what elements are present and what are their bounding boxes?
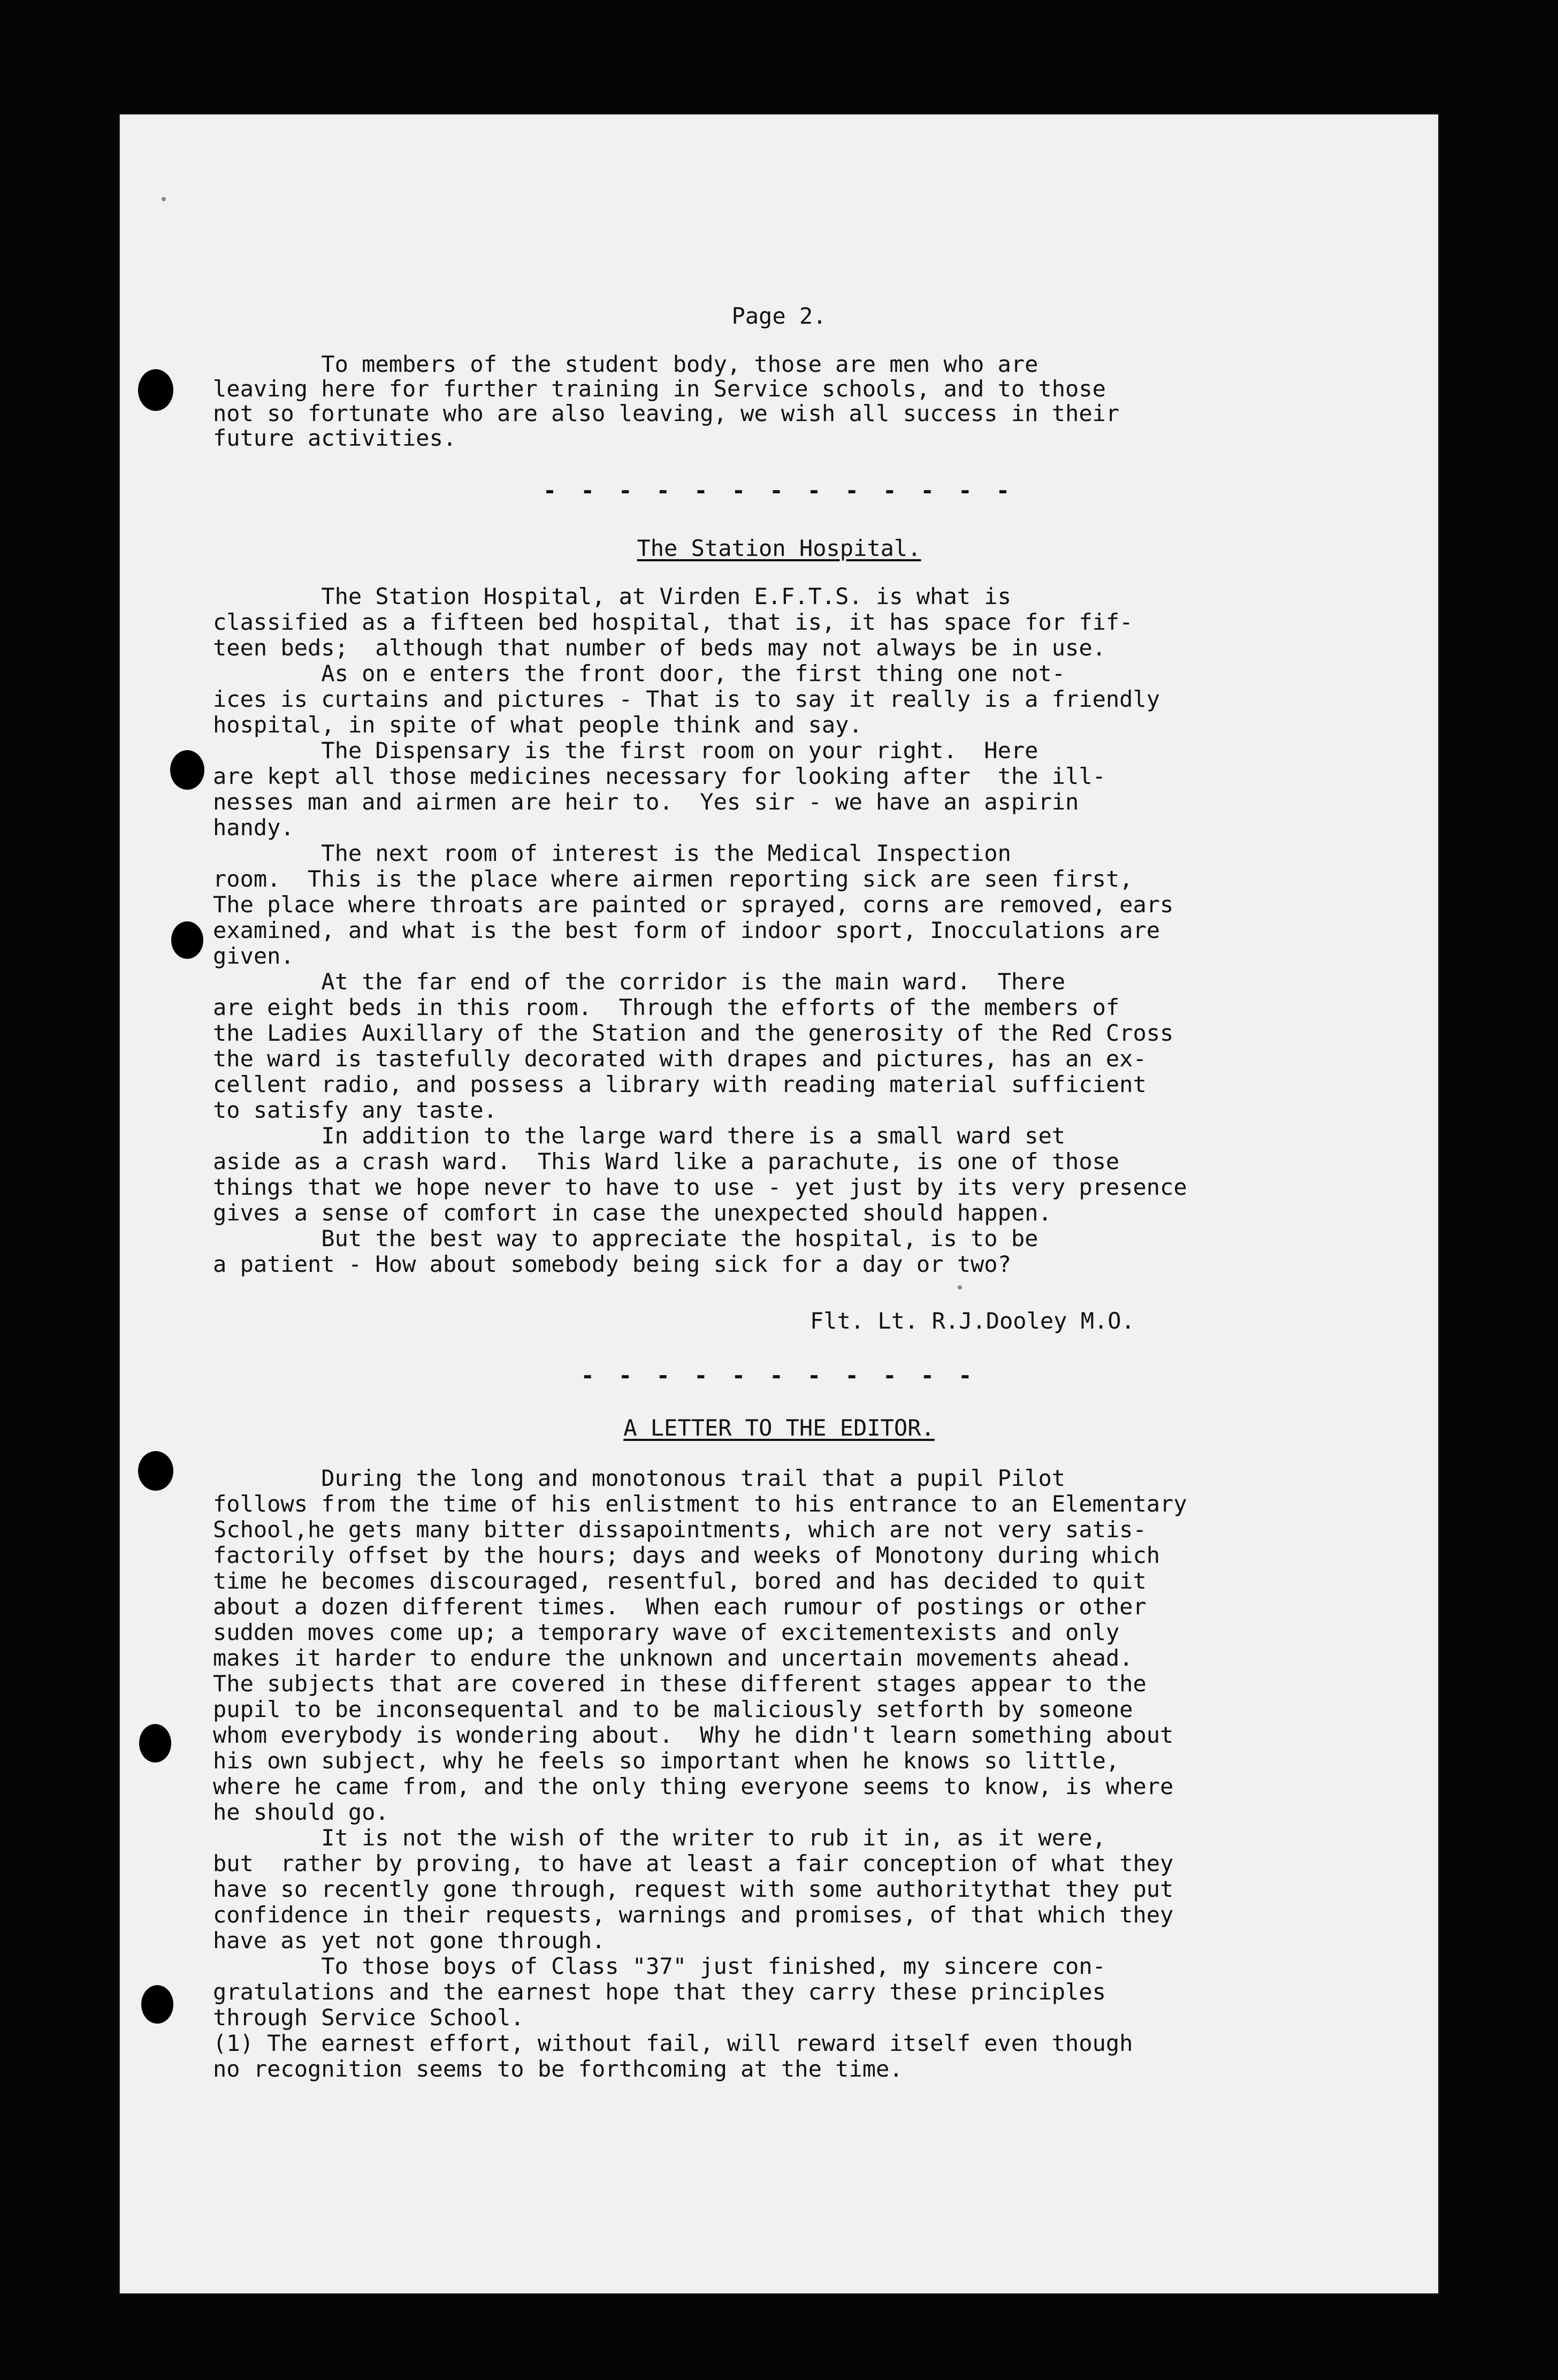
letter-line: about a dozen different times. When each rumour of postings or other (213, 1593, 1147, 1620)
hospital-line: The Dispensary is the first room on your right. Here (213, 737, 1038, 764)
letter-line: whom everybody is wondering about. Why he didn't learn something about (213, 1722, 1174, 1748)
hospital-line: At the far end of the corridor is the main ward. There (213, 968, 1066, 995)
letter-line: have as yet not gone through. (213, 1927, 606, 1954)
letter-line: gratulations and the earnest hope that they carry these principles (213, 1979, 1106, 2005)
letter-line: his own subject, why he feels so important when he knows so little, (213, 1748, 1120, 1774)
letter-line: (1) The earnest effort, without fail, will reward itself even though (213, 2030, 1133, 2056)
hospital-line: The Station Hospital, at Virden E.F.T.S. is what is (213, 583, 1011, 609)
hospital-line: cellent radio, and possess a library with reading material sufficient (213, 1071, 1147, 1097)
hospital-line: As on e enters the front door, the first thing one not- (213, 660, 1066, 686)
hospital-line: ices is curtains and pictures - That is to say it really is a friendly (213, 686, 1160, 712)
intro-line: To members of the student body, those are men who are (213, 351, 1038, 377)
hospital-line: aside as a crash ward. This Ward like a parachute, is one of those (213, 1148, 1120, 1174)
letter-line: It is not the wish of the writer to rub it in, as it were, (213, 1825, 1106, 1851)
hospital-line: classified as a fifteen bed hospital, that is, it has space for fif- (213, 609, 1133, 635)
hospital-line: the ward is tastefully decorated with drapes and pictures, has an ex- (213, 1046, 1147, 1072)
letter-line: follows from the time of his enlistment to his entrance to an Elementary (213, 1491, 1187, 1517)
signature: Flt. Lt. R.J.Dooley M.O. (810, 1308, 1135, 1334)
letter-line: pupil to be inconsequental and to be maliciously setforth by someone (213, 1696, 1133, 1722)
letter-line: where he came from, and the only thing everyone seems to know, is where (213, 1773, 1174, 1799)
hospital-line: given. (213, 943, 294, 969)
hospital-line: handy. (213, 814, 294, 841)
hospital-line: examined, and what is the best form of indoor sport, Inocculations are (213, 917, 1160, 943)
letter-line: through Service School. (213, 2004, 524, 2031)
section-title-hospital: The Station Hospital. (637, 535, 921, 561)
letter-line: but rather by proving, to have at least a fair conception of what they (213, 1850, 1174, 1876)
divider: - - - - - - - - - - - (581, 1362, 977, 1389)
hospital-line: The next room of interest is the Medical Inspection (213, 840, 1011, 866)
hospital-line: things that we hope never to have to use - yet just by its very presence (213, 1174, 1187, 1200)
letter-line: makes it harder to endure the unknown and uncertain movements ahead. (213, 1645, 1133, 1671)
letter-line: The subjects that are covered in these different stages appear to the (213, 1670, 1147, 1697)
letter-line: have so recently gone through, request with some authoritythat they put (213, 1876, 1174, 1902)
hospital-line: The place where throats are painted or sprayed, corns are removed, ears (213, 891, 1174, 918)
hospital-line: But the best way to appreciate the hospital, is to be (213, 1225, 1038, 1252)
divider: - - - - - - - - - - - - - (543, 477, 1015, 504)
letter-line: During the long and monotonous trail that a pupil Pilot (213, 1465, 1066, 1491)
letter-line: School,he gets many bitter dissapointments, which are not very satis- (213, 1516, 1147, 1543)
letter-line: he should go. (213, 1799, 389, 1825)
letter-line: sudden moves come up; a temporary wave of excitementexists and only (213, 1619, 1120, 1645)
letter-line: factorily offset by the hours; days and weeks of Monotony during which (213, 1542, 1160, 1568)
hospital-line: In addition to the large ward there is a small ward set (213, 1123, 1066, 1149)
letter-line: To those boys of Class "37" just finished, my sincere con- (213, 1953, 1106, 1979)
document-page (119, 113, 1439, 2294)
hospital-line: are kept all those medicines necessary for looking after the ill- (213, 763, 1106, 789)
hospital-line: to satisfy any taste. (213, 1097, 498, 1123)
hospital-line: gives a sense of comfort in case the unexpected should happen. (213, 1200, 1052, 1226)
hospital-line: nesses man and airmen are heir to. Yes sir - we have an aspirin (213, 789, 1079, 815)
intro-line: leaving here for further training in Service schools, and to those (213, 376, 1106, 402)
hospital-line: teen beds; although that number of beds may not always be in use. (213, 635, 1106, 661)
hospital-line: the Ladies Auxillary of the Station and the generosity of the Red Cross (213, 1020, 1174, 1046)
intro-line: not so fortunate who are also leaving, we wish all success in their (213, 400, 1120, 426)
typed-text (119, 113, 1439, 2294)
letter-line: no recognition seems to be forthcoming at the time. (213, 2056, 903, 2082)
section-title-letter: A LETTER TO THE EDITOR. (623, 1415, 935, 1441)
hospital-line: hospital, in spite of what people think and say. (213, 712, 862, 738)
page-label: Page 2. (731, 303, 827, 329)
intro-line: future activities. (213, 425, 457, 451)
hospital-line: are eight beds in this room. Through the efforts of the members of (213, 994, 1120, 1020)
letter-line: confidence in their requests, warnings and promises, of that which they (213, 1902, 1174, 1928)
hospital-line: room. This is the place where airmen reporting sick are seen first, (213, 866, 1133, 892)
letter-line: time he becomes discouraged, resentful, bored and has decided to quit (213, 1568, 1147, 1594)
hospital-line: a patient - How about somebody being sick for a day or two? (213, 1251, 1011, 1277)
